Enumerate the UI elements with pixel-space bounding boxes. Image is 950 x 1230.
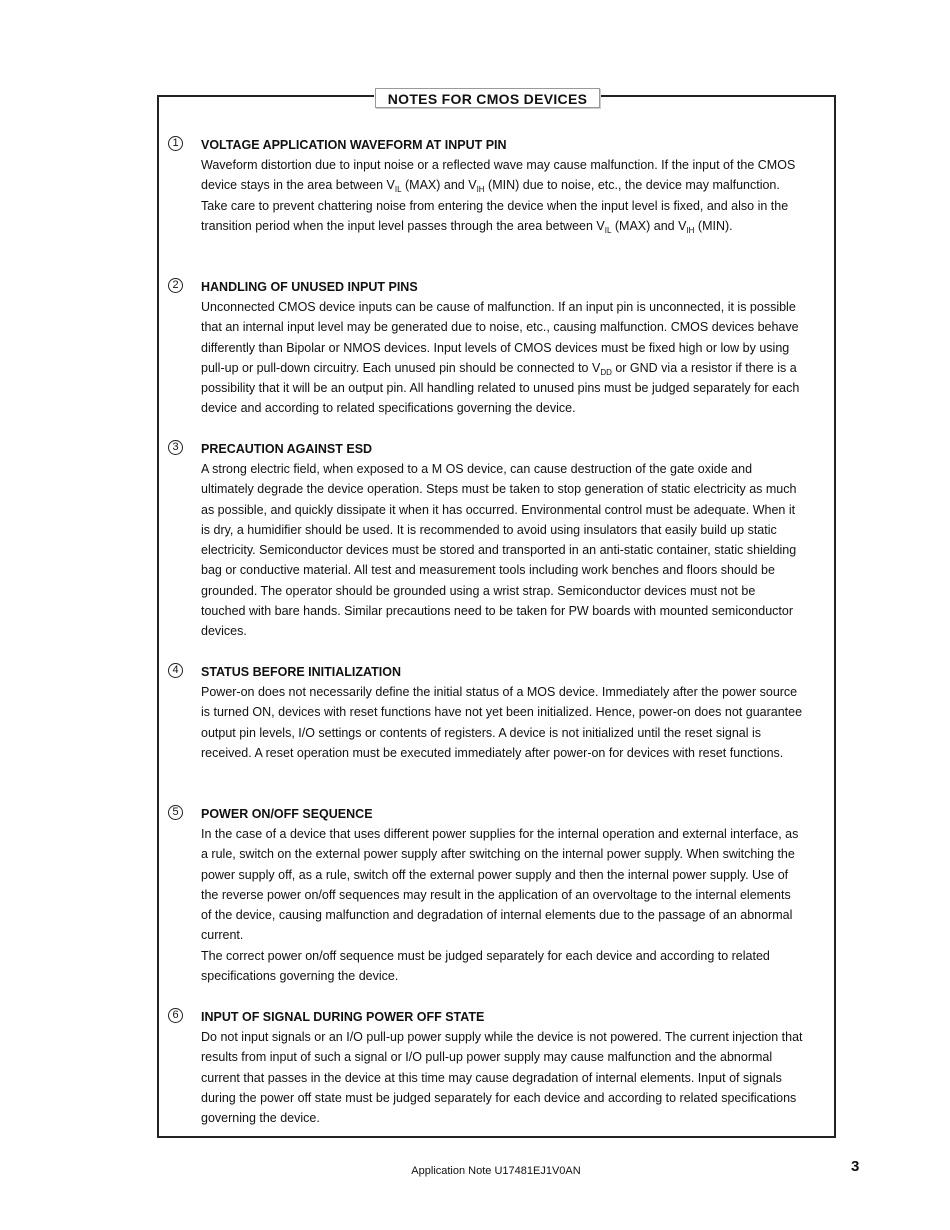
section-signal-power-off [168, 1007, 808, 1128]
section-body: Do not input signals or an I/O pull-up power supply while the device is not powered. The current injection that results from input of such a signal or I/O pull-up power supply may cause malfunction and the abnormal current that passes in the device at this time may cause degradation of internal elements. Input of signals during the power off state must be judged separately for each device and according to related specifications governing the device. [201, 1030, 803, 1126]
section-unused-input-pins [168, 277, 808, 419]
section-heading: PRECAUTION AGAINST ESD [201, 442, 373, 456]
section-number-badge: 4 [168, 663, 183, 678]
section-esd-precaution [168, 439, 808, 642]
section-power-sequence [168, 804, 808, 986]
section-heading: STATUS BEFORE INITIALIZATION [201, 665, 401, 679]
section-body: Unconnected CMOS device inputs can be cause of malfunction. If an input pin is unconnected, it is possible that an internal input level may be generated due to noise, etc., causing malfunction. CMOS devices behave differently than Bipolar or NMOS devices. Input levels of CMOS devices must be fixed high or low by using pull-up or pull-down circuitry. Each unused pin should be connected to $V_{DD}$ or GND via a resistor if there is a possibility that it will be an output pin. All handling related to unused pins must be judged separately for each device and according to related specifications governing the device. [201, 300, 800, 416]
frame-top-border-right [600, 95, 836, 97]
section-heading: INPUT OF SIGNAL DURING POWER OFF STATE [201, 1010, 485, 1024]
section-heading: VOLTAGE APPLICATION WAVEFORM AT INPUT PIN [201, 138, 507, 152]
section-heading: POWER ON/OFF SEQUENCE [201, 807, 373, 821]
section-body: In the case of a device that uses different power supplies for the internal operation and external interface, as a rule, switch on the external power supply after switching on the internal power supply. When switching the power supply off, as a rule, switch off the external power supply and then the internal power supply. Use of the reverse power on/off sequences may result in the application of an overvoltage to the internal elements of the device, causing malfunction and degradation of internal elements due to the passage of an abnormal current. The correct power on/off sequence must be judged separately for each device and according to related specifications governing the device. [201, 827, 799, 984]
section-body: A strong electric field, when exposed to a M OS device, can cause destruction of the gate oxide and ultimately degrade the device operation. Steps must be taken to stop generation of static electricity as much as possible, and quickly dissipate it when it has occurred. Environmental control must be adequate. When it is dry, a humidifier should be used. It is recommended to avoid using insulators that easily build up static electricity. Semiconductor devices must be stored and transported in an anti-static container, static shielding bag or conductive material. All test and measurement tools including work benches and floors should be grounded. The operator should be grounded using a wrist strap. Semiconductor devices must not be touched with bare hands. Similar precautions need to be taken for PW boards with mounted semiconductor devices. [201, 462, 797, 639]
notes-title: NOTES FOR CMOS DEVICES [375, 88, 600, 108]
page-footer: Application Note U17481EJ1V0AN [411, 1165, 581, 1177]
frame-top-border-left [157, 95, 374, 97]
page-number: 3 [851, 1158, 860, 1175]
section-number-badge: 1 [168, 136, 183, 151]
section-number-badge: 3 [168, 440, 183, 455]
section-number-badge: 6 [168, 1008, 183, 1023]
section-voltage-waveform [168, 135, 808, 236]
section-number-badge: 2 [168, 278, 183, 293]
section-heading: HANDLING OF UNUSED INPUT PINS [201, 280, 418, 294]
section-number-badge: 5 [168, 805, 183, 820]
section-status-before-init [168, 662, 808, 763]
section-body: Waveform distortion due to input noise or a reflected wave may cause malfunction. If the input of the CMOS device stays in the area between $V_{IL}$ (MAX) and $V_{IH}$ (MIN) due to noise, etc., the device may malfunction. Take care to prevent chattering noise from entering the device when the input level is fixed, and also in the transition period when the input level passes through the area between $V_{IL}$ (MAX) and $V_{IH}$ (MIN). [201, 158, 796, 235]
section-body: Power-on does not necessarily define the initial status of a MOS device. Immediately after the power source is turned ON, devices with reset functions have not yet been initialized. Hence, power-on does not guarantee output pin levels, I/O settings or contents of registers. A device is not initialized until the reset signal is received. A reset operation must be executed immediately after power-on for devices with reset functions. [201, 685, 803, 760]
